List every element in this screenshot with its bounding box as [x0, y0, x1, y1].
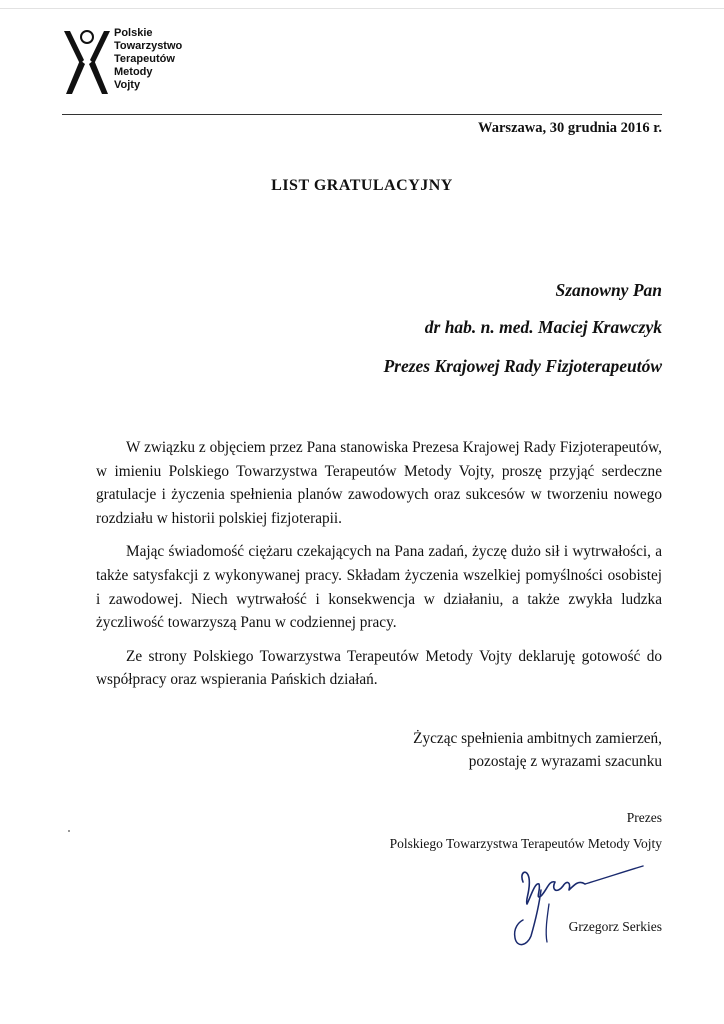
- letter-title: LIST GRATULACYJNY: [271, 177, 453, 194]
- scan-speck: [68, 830, 70, 832]
- body-paragraph: Mając świadomość ciężaru czekających na Pana zadań, życzę dużo sił i wytrwałości, a także satysfakcji z wykonywanej pracy. Składam życzenia wszelkiej pomyślności osobistej i zawodowej. Niech wytrwałość i konsekwencja w działaniu, a także zwykła ludzka życzliwość towarzyszą Panu w codziennej pracy.: [96, 543, 662, 632]
- logo-line: Towarzystwo: [114, 40, 183, 52]
- addressee-salutation: Szanowny Pan: [555, 280, 662, 300]
- addressee-name: dr hab. n. med. Maciej Krawczyk: [424, 317, 662, 337]
- handwritten-signature: [505, 860, 655, 952]
- logo-line: Vojty: [114, 79, 141, 91]
- logo-line: Metody: [114, 66, 153, 78]
- logo-wordmark: [114, 27, 182, 92]
- closing-block: [413, 727, 662, 773]
- letter-body: [96, 436, 662, 702]
- closing-line: pozostaję z wyrazami szacunku: [468, 753, 662, 770]
- signer-role: Prezes: [626, 810, 662, 825]
- header-divider: [62, 114, 662, 115]
- letter-date: Warszawa, 30 grudnia 2016 r.: [478, 120, 662, 136]
- logo-line: Terapeutów: [114, 53, 175, 65]
- body-paragraph: W związku z objęciem przez Pana stanowiska Prezesa Krajowej Rady Fizjoterapeutów, w imieniu Polskiego Towarzystwa Terapeutów Metody Vojty, proszę przyjąć serdeczne gratulacje i życzenia spełnienia planów zawodowych oraz sukcesów w tworzeniu nowego rozdziału w historii polskiej fizjoterapii.: [96, 439, 662, 527]
- logo-line: Polskie: [114, 27, 153, 39]
- addressee-position: Prezes Krajowej Rady Fizjoterapeutów: [383, 356, 662, 376]
- organization-logo: [62, 24, 252, 102]
- scan-edge-line: [0, 8, 724, 9]
- vojty-logo-icon: [62, 24, 112, 96]
- closing-line: Życząc spełnienia ambitnych zamierzeń,: [413, 730, 662, 747]
- signer-name: Grzegorz Serkies: [568, 919, 662, 934]
- signer-organization: Polskiego Towarzystwa Terapeutów Metody Vojty: [389, 836, 662, 851]
- body-paragraph: Ze strony Polskiego Towarzystwa Terapeutów Metody Vojty deklaruję gotowość do współpracy oraz wspierania Pańskich działań.: [96, 647, 662, 689]
